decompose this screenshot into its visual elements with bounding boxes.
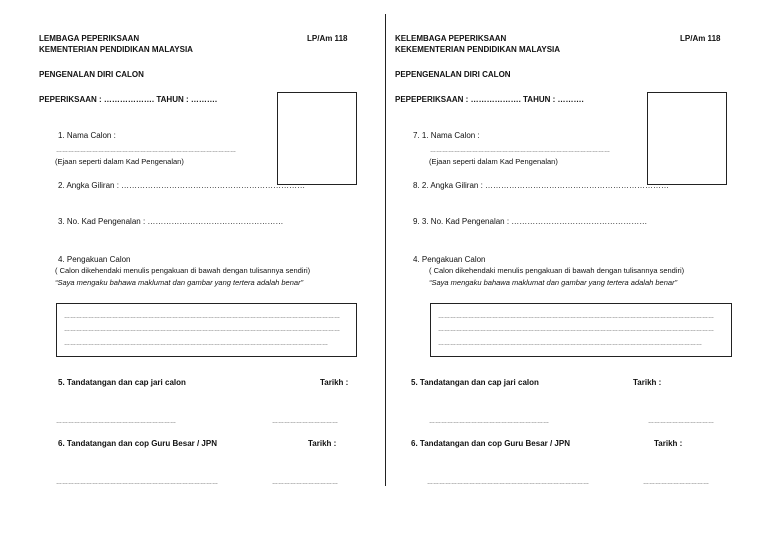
candidate-signature-label: 5. Tandatangan dan cap jari calon	[58, 378, 186, 387]
form-code: LP/Am 118	[307, 34, 348, 43]
name-note: (Ejaan seperti dalam Kad Pengenalan)	[55, 157, 184, 166]
index-number-field[interactable]: 2. Angka Giliran : ……………………………………………………………	[58, 181, 306, 190]
name-note: (Ejaan seperti dalam Kad Pengenalan)	[429, 157, 558, 166]
declaration-quote: “Saya mengaku bahawa maklumat dan gambar yang tertera adalah benar”	[55, 278, 304, 287]
declaration-line: …………………………………………………………………………………………………………………………	[438, 327, 714, 333]
form-title: PEPENGENALAN DIRI CALON	[395, 70, 511, 79]
declaration-note: ( Calon dikehendaki menulis pengakuan di bawah dengan tulisannya sendiri)	[429, 266, 685, 275]
org-line-1: LEMBAGA PEPERIKSAAN	[39, 34, 140, 43]
declaration-box[interactable]	[56, 303, 357, 357]
candidate-date-field[interactable]: ……………………………	[648, 419, 714, 425]
form-code: LP/Am 118	[680, 34, 721, 43]
ic-number-field[interactable]: 3. No. Kad Pengenalan : ……………………………………………	[58, 217, 284, 226]
candidate-date-label: Tarikh :	[320, 378, 349, 387]
declaration-line: …………………………………………………………………………………………………………………………	[64, 327, 340, 333]
candidate-date-label: Tarikh :	[633, 378, 662, 387]
headmaster-date-label: Tarikh :	[308, 439, 337, 448]
headmaster-date-field[interactable]: ……………………………	[272, 480, 338, 486]
headmaster-signature-label: 6. Tandatangan dan cop Guru Besar / JPN	[58, 439, 217, 448]
org-line-2: KEKEMENTERIAN PENDIDIKAN MALAYSIA	[395, 45, 561, 54]
page-divider	[385, 14, 386, 486]
ic-number-field[interactable]: 9. 3. No. Kad Pengenalan : ……………………………………………	[413, 217, 648, 226]
candidate-signature-field[interactable]: ……………………………………………………	[429, 419, 549, 425]
headmaster-date-label: Tarikh :	[654, 439, 683, 448]
headmaster-signature-field[interactable]: ………………………………………………………………………	[56, 480, 218, 486]
photo-box[interactable]	[277, 92, 357, 185]
name-label: 1. Nama Calon :	[58, 131, 116, 140]
headmaster-signature-label: 6. Tandatangan dan cop Guru Besar / JPN	[411, 439, 570, 448]
index-number-field[interactable]: 8. 2. Angka Giliran : ……………………………………………………………	[413, 181, 670, 190]
declaration-label: 4. Pengakuan Calon	[58, 255, 131, 264]
declaration-label: 4. Pengakuan Calon	[413, 255, 486, 264]
org-line-1: KELEMBAGA PEPERIKSAAN	[395, 34, 507, 43]
name-field[interactable]: ………………………………………………………………………………	[430, 148, 610, 154]
declaration-line: ……………………………………………………………………………………………………………………	[438, 341, 702, 347]
declaration-quote: “Saya mengaku bahawa maklumat dan gambar yang tertera adalah benar”	[429, 278, 678, 287]
candidate-date-field[interactable]: ……………………………	[272, 419, 338, 425]
form-title: PENGENALAN DIRI CALON	[39, 70, 144, 79]
declaration-line: …………………………………………………………………………………………………………………………	[438, 314, 714, 320]
name-label: 7. 1. Nama Calon :	[413, 131, 480, 140]
declaration-box[interactable]	[430, 303, 732, 357]
declaration-line: ……………………………………………………………………………………………………………………	[64, 341, 328, 347]
declaration-note: ( Calon dikehendaki menulis pengakuan di bawah dengan tulisannya sendiri)	[55, 266, 311, 275]
photo-box[interactable]	[647, 92, 727, 185]
exam-year-field[interactable]: PEPERIKSAAN : ………………. TAHUN : ……….	[39, 95, 218, 104]
headmaster-date-field[interactable]: ……………………………	[643, 480, 709, 486]
candidate-signature-label: 5. Tandatangan dan cap jari calon	[411, 378, 539, 387]
org-line-2: KEMENTERIAN PENDIDIKAN MALAYSIA	[39, 45, 193, 54]
candidate-signature-field[interactable]: ……………………………………………………	[56, 419, 176, 425]
declaration-line: …………………………………………………………………………………………………………………………	[64, 314, 340, 320]
name-field[interactable]: ………………………………………………………………………………	[56, 148, 236, 154]
exam-year-field[interactable]: PEPEPERIKSAAN : ………………. TAHUN : ……….	[395, 95, 584, 104]
headmaster-signature-field[interactable]: ………………………………………………………………………	[427, 480, 589, 486]
